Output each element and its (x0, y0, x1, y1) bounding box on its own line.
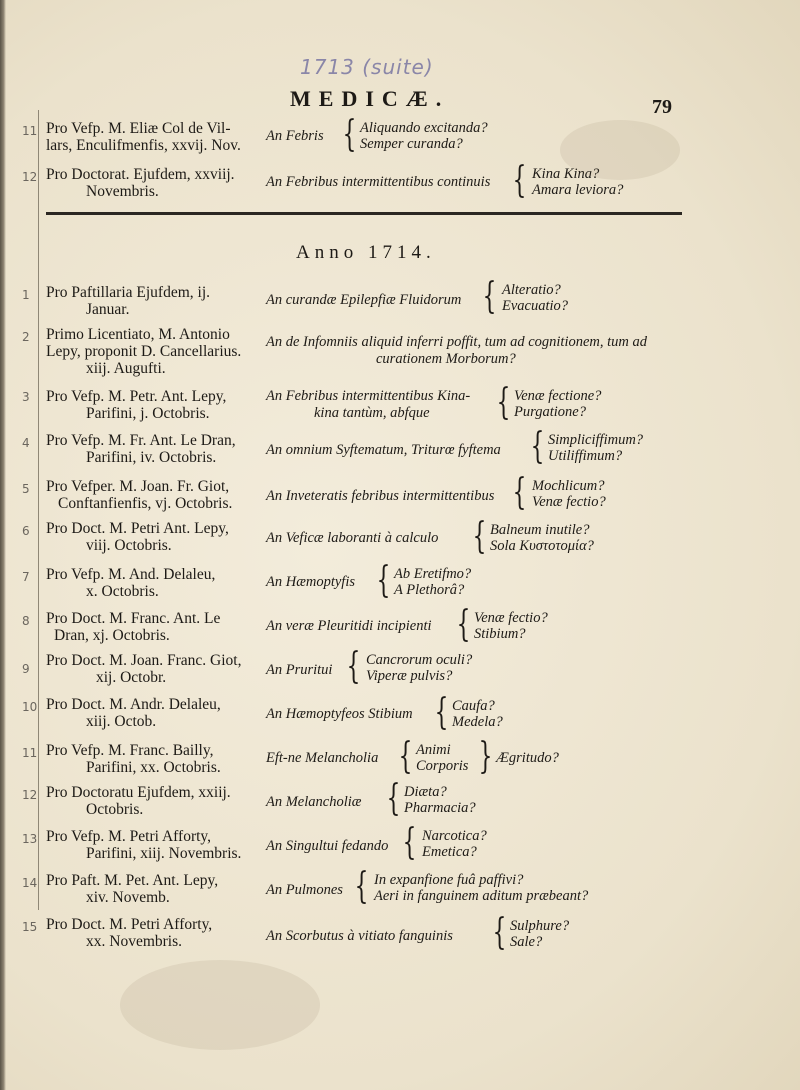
brace: { (386, 778, 401, 819)
option: A Plethorâ? (394, 582, 465, 598)
brace: { (492, 912, 507, 953)
entry-line: Pro Vefp. M. Petr. Ant. Lepy, (46, 388, 227, 405)
option: Ab Eretifmo? (394, 566, 472, 582)
option: Venæ fectione? (514, 388, 602, 404)
option: Diæta? (404, 784, 447, 800)
thesis: An Singultui fedando (266, 838, 389, 854)
option: Kina Kina? (532, 166, 600, 182)
option: Sale? (510, 934, 543, 950)
brace: { (482, 276, 497, 317)
entry-line: Parifini, xiij. Novembris. (86, 845, 242, 862)
entry-line: xij. Octobr. (96, 669, 167, 686)
thesis: An Scorbutus à vitiato fanguinis (266, 928, 453, 944)
entry-left-text (46, 520, 256, 554)
year-heading: Anno 1714. (296, 242, 436, 263)
entry-line: x. Octobris. (86, 583, 159, 600)
brace: { (434, 692, 449, 733)
entry-number: 12 (22, 170, 38, 184)
entry-line: xiij. Octob. (86, 713, 157, 730)
option: Alteratio? (502, 282, 561, 298)
entry-number: 2 (22, 330, 30, 344)
thesis-options-2 (496, 750, 559, 766)
thesis: An Pruritui (266, 662, 333, 678)
option: In expanfione fuâ paffivi? (374, 872, 524, 888)
option: Medela? (452, 714, 503, 730)
thesis: An Hæmoptyfeos Stibium (266, 706, 413, 722)
option: Mochlicum? (532, 478, 605, 494)
option: Purgatione? (514, 404, 586, 420)
thesis: An Melancholiæ (266, 794, 362, 810)
thesis-options (422, 828, 487, 860)
entry-line: Pro Vefp. M. Petri Afforty, (46, 828, 212, 845)
thesis-options (548, 432, 643, 464)
thesis-options (532, 478, 606, 510)
page-number: 79 (652, 96, 672, 118)
option: Viperæ pulvis? (366, 668, 453, 684)
option: Balneum inutile? (490, 522, 590, 538)
entry-line: Lepy, proponit D. Cancellarius. (46, 343, 242, 360)
entry-left-text (46, 388, 256, 422)
section-rule (46, 212, 682, 215)
option: Sola Κυστοτομία? (490, 538, 594, 554)
entry-left-text (46, 478, 256, 512)
brace: { (472, 516, 487, 557)
thesis-options (502, 282, 568, 314)
brace: { (496, 382, 511, 423)
thesis-line: An de Infomniis aliquid inferri poffit, tum ad cognitionem, tum ad (266, 334, 648, 350)
thesis-options (366, 652, 472, 684)
page-edge (0, 0, 6, 1090)
thesis-options (416, 742, 468, 774)
option: Utiliffimum? (548, 448, 623, 464)
entry-number: 15 (22, 920, 38, 934)
option: Semper curanda? (360, 136, 463, 152)
entry-line: Januar. (86, 301, 130, 318)
page-title: MEDICÆ. (290, 86, 450, 111)
thesis-continuation: kina tantùm, abfque (314, 405, 430, 421)
brace: { (346, 646, 361, 687)
thesis-options (474, 610, 548, 642)
brace: { (354, 866, 369, 907)
entry-line: Pro Doct. M. Andr. Delaleu, (46, 696, 221, 713)
entry-left-text (46, 916, 256, 950)
thesis-options (452, 698, 503, 730)
entry-left-text (46, 696, 256, 730)
brace: { (456, 604, 471, 645)
brace: { (512, 472, 527, 513)
entry-line: Pro Doct. M. Franc. Ant. Le (46, 610, 221, 627)
option: Amara leviora? (532, 182, 624, 198)
entry-number: 3 (22, 390, 30, 404)
entry-left-text (46, 828, 256, 862)
entry-line: Pro Doctoratu Ejufdem, xxiij. (46, 784, 231, 801)
entry-line: Pro Paftillaria Ejufdem, ij. (46, 284, 211, 301)
entry-number: 12 (22, 788, 38, 802)
entry-line: xiv. Novemb. (86, 889, 170, 906)
thesis: Eft-ne Melancholia (266, 750, 379, 766)
entry-line: xiij. Augufti. (86, 360, 166, 377)
option: Corporis (416, 758, 469, 774)
thesis-options (394, 566, 471, 598)
entry-line: Pro Vefp. M. Franc. Bailly, (46, 742, 214, 759)
entry-number: 9 (22, 662, 30, 676)
option: Caufa? (452, 698, 495, 714)
thesis: An Hæmoptyfis (266, 574, 356, 590)
entry-number: 6 (22, 524, 30, 538)
entry-left-text (46, 566, 256, 600)
thesis-line: An Febribus intermittentibus Kina- (266, 388, 471, 404)
margin-line (38, 110, 39, 910)
thesis (266, 334, 647, 368)
entry-number: 5 (22, 482, 30, 496)
entry-left-text (46, 326, 256, 377)
entry-line: Pro Vefp. M. Fr. Ant. Le Dran, (46, 432, 236, 449)
thesis: An Febribus intermittentibus continuis (266, 174, 491, 190)
entry-left-text (46, 872, 256, 906)
entry-line: Dran, xj. Octobris. (54, 627, 170, 644)
option: Ægritudo? (496, 750, 559, 766)
entry-line: Parifini, iv. Octobris. (86, 449, 217, 466)
option: Venæ fectio? (532, 494, 606, 510)
entry-line: Pro Paft. M. Pet. Ant. Lepy, (46, 872, 219, 889)
option: Aeri in fanguinem aditum præbeant? (374, 888, 589, 904)
brace: { (342, 114, 357, 155)
entry-line: Pro Doct. M. Petri Ant. Lepy, (46, 520, 229, 537)
brace: { (402, 822, 417, 863)
entry-line: Primo Licentiato, M. Antonio (46, 326, 230, 343)
entry-line: Octobris. (86, 801, 144, 818)
entry-number: 13 (22, 832, 38, 846)
option: Narcotica? (422, 828, 487, 844)
entry-left-text (46, 120, 256, 154)
entry-number: 1 (22, 288, 30, 302)
entry-line: Novembris. (86, 183, 159, 200)
option: Stibium? (474, 626, 526, 642)
brace: { (376, 560, 391, 601)
option: Emetica? (422, 844, 477, 860)
thesis: An curandæ Epilepfiæ Fluidorum (266, 292, 462, 308)
entry-left-text (46, 742, 256, 776)
thesis-options (360, 120, 488, 152)
entry-left-text (46, 284, 256, 318)
thesis-continuation: curationem Morborum? (376, 351, 516, 367)
option: Sulphure? (510, 918, 570, 934)
entry-number: 7 (22, 570, 30, 584)
thesis-options (374, 872, 588, 904)
entry-line: Pro Doct. M. Petri Afforty, (46, 916, 213, 933)
entry-line: Pro Vefp. M. Eliæ Col de Vil- (46, 120, 231, 137)
handwritten-note: 1713 (suite) (300, 55, 434, 79)
entry-number: 10 (22, 700, 38, 714)
entry-line: Parifini, xx. Octobris. (86, 759, 221, 776)
option: Simpliciffimum? (548, 432, 644, 448)
brace: { (512, 160, 527, 201)
entry-left-text (46, 166, 256, 200)
option: Cancrorum oculi? (366, 652, 473, 668)
entry-line: Pro Vefper. M. Joan. Fr. Giot, (46, 478, 230, 495)
entry-left-text (46, 432, 256, 466)
thesis: An Veficæ laboranti à calculo (266, 530, 439, 546)
thesis-options (404, 784, 476, 816)
option: Venæ fectio? (474, 610, 548, 626)
entry-line: Pro Doctorat. Ejufdem, xxviij. (46, 166, 235, 183)
entry-line: Conftanfienfis, vj. Octobris. (58, 495, 233, 512)
entry-line: lars, Enculifmenfis, xxvij. Nov. (46, 137, 241, 154)
entry-number: 11 (22, 124, 38, 138)
entry-left-text (46, 610, 256, 644)
option: Pharmacia? (404, 800, 476, 816)
entry-left-text (46, 784, 256, 818)
entry-number: 8 (22, 614, 30, 628)
thesis: An omnium Syftematum, Triturœ fyftema (266, 442, 501, 458)
entry-number: 4 (22, 436, 30, 450)
thesis-options (514, 388, 601, 420)
paper-stain (560, 120, 680, 180)
entry-number: 11 (22, 746, 38, 760)
option: Aliquando excitanda? (360, 120, 488, 136)
thesis-options (510, 918, 569, 950)
thesis (266, 388, 470, 422)
paper-stain (120, 960, 320, 1050)
entry-line: xx. Novembris. (86, 933, 183, 950)
entry-number: 14 (22, 876, 38, 890)
entry-line: Pro Vefp. M. And. Delaleu, (46, 566, 216, 583)
entry-left-text (46, 652, 256, 686)
entry-line: viij. Octobris. (86, 537, 172, 554)
entry-line: Pro Doct. M. Joan. Franc. Giot, (46, 652, 242, 669)
thesis: An Febris (266, 128, 324, 144)
thesis-options (490, 522, 594, 554)
entry-line: Parifini, j. Octobris. (86, 405, 210, 422)
thesis: An veræ Pleuritidi incipienti (266, 618, 432, 634)
thesis: An Pulmones (266, 882, 343, 898)
option: Evacuatio? (502, 298, 569, 314)
thesis: An Inveteratis febribus intermittentibus (266, 488, 495, 504)
brace: } (478, 736, 493, 777)
option: Animi (416, 742, 451, 758)
brace: { (398, 736, 413, 777)
brace: { (530, 426, 545, 467)
